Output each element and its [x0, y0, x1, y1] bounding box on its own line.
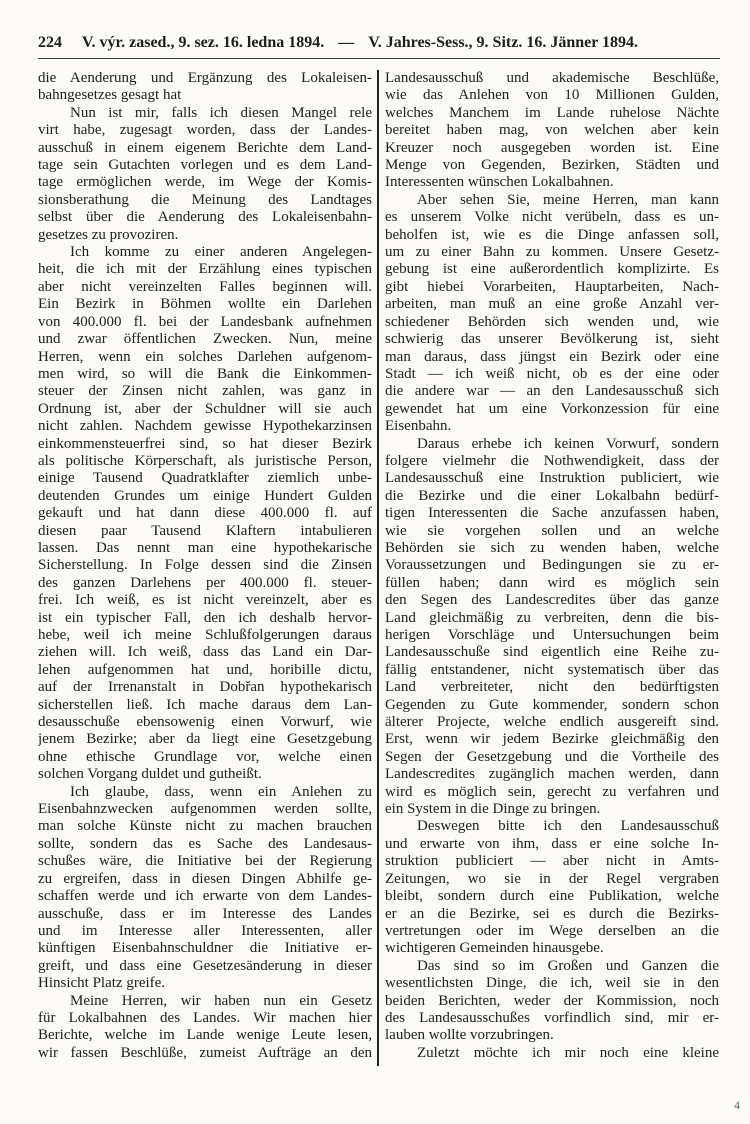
text-line: bereitet haben mag, von welchen aber kein	[385, 122, 719, 139]
paragraph	[385, 70, 719, 192]
text-line: wir fassen Beschlüße, zumeist Aufträge an den	[38, 1044, 372, 1061]
text-line: frei. Ich weiß, es ist nicht vereinzelt, aber es	[38, 592, 372, 609]
paragraph	[385, 1045, 719, 1062]
text-line: die Bezirke und die einer Lokalbahn bedürf-	[385, 487, 719, 504]
text-line: Segen der Gesetzgebung und die Vortheile des	[385, 748, 719, 765]
text-line: deutenden Grundes um einige Hundert Gulden	[38, 487, 372, 504]
text-line: desausschuße ebensowenig einen Vorwurf, wie	[38, 714, 372, 731]
text-line: sollte, sondern das es Sache des Landesaus-	[38, 835, 372, 852]
left-column	[38, 70, 372, 1062]
text-line: Eisenbahn.	[385, 418, 452, 435]
text-line: Aber sehen Sie, meine Herren, man kann	[417, 191, 719, 208]
text-line: struktion publiciert — aber nicht in Amts-	[385, 853, 719, 870]
paragraph	[385, 436, 719, 819]
text-line: herigen Vorschläge und Untersuchungen beim	[385, 627, 719, 643]
text-line: älterer Projecte, welche endlich ausgereift sind.	[385, 714, 719, 731]
text-line: schußes wäre, die Initiative bei der Regierung	[38, 853, 372, 870]
text-line: Deswegen bitte ich den Landesausschuß	[417, 818, 719, 835]
text-line: es unserem Volke nicht verübeln, dass es un-	[385, 209, 719, 226]
text-line: Ich glaube, dass, wenn ein Anlehen zu	[70, 783, 372, 800]
text-line: Meine Herren, wir haben nun ein Gesetz	[70, 992, 372, 1009]
text-line: tage sein Gutachten vorlegen und es dem Land-	[38, 157, 372, 174]
text-line: gesetzes zu provoziren.	[38, 226, 179, 243]
paragraph	[38, 784, 372, 993]
text-line: tage ermöglichen werde, im Wege der Komis-	[38, 174, 372, 191]
text-line: greift, und dass eine Gesetzesänderung in dieser	[38, 957, 372, 974]
column-divider	[377, 70, 379, 1066]
header-separator: —	[338, 34, 355, 51]
paragraph	[38, 993, 372, 1063]
text-line: aber nicht vereinzelten Falles beginnen will.	[38, 278, 372, 295]
right-column	[385, 70, 719, 1062]
text-line: sicherstellen ließ. Ich mache daraus dem Lan-	[38, 696, 372, 713]
text-line: Ein Bezirk in Böhmen wollte ein Darlehen	[38, 296, 372, 313]
text-line: gekauft und hat dann diese 400.000 fl. auf	[38, 505, 372, 522]
text-line: einige Tausend Quadratklafter ziemlich unbe-	[38, 470, 372, 487]
page-number: 224	[38, 34, 62, 51]
header-czech: V. výr. zased., 9. sez. 16. ledna 1894.	[82, 34, 325, 51]
text-line: lauben wollte vorzubringen.	[385, 1027, 554, 1044]
text-line: füllen haben; dann wird es möglich sein	[385, 574, 719, 591]
text-line: die andere war — an den Landesausschuß sich	[385, 383, 719, 400]
text-line: Stadt — ich weiß nicht, ob es der eine oder	[385, 365, 719, 382]
paragraph	[385, 958, 719, 1045]
text-line: welches Manchem im Lande ruhelose Nächte	[385, 104, 719, 121]
text-line: Ordnung ist, aber der Schuldner will sie auch	[38, 400, 372, 417]
text-line: Herren, wenn ein solches Darlehen aufgenom-	[38, 348, 372, 365]
text-line: und zwar öffentlichen Zwecken. Nun, meine	[38, 331, 372, 348]
text-line: gibt hiebei Vorarbeiten, Hauptarbeiten, Nach-	[385, 278, 719, 295]
text-line: Landescredites zugänglich machen werden, dann	[385, 766, 719, 783]
paragraph	[385, 192, 719, 436]
text-line: Menge von Gegenden, Bezirken, Städten und	[385, 157, 719, 174]
text-line: bleibt, sondern durch eine Publikation, welche	[385, 888, 719, 905]
text-line: fällig entstandener, nicht systematisch über das	[385, 661, 719, 678]
text-line: schiedener Behörden sich wenden und, wie	[385, 313, 719, 330]
text-line: wird es möglich sein, gerecht zu verfahren und	[385, 783, 719, 800]
text-line: ausschuß in einem eigenem Berichte dem Land-	[38, 139, 372, 156]
text-line: nicht zahlen. Nachdem gewisse Hypothekarzinsen	[38, 418, 372, 435]
text-line: folgere vielmehr die Nothwendigkeit, dass der	[385, 452, 719, 469]
text-line: auf der Irrenanstalt in Dobřan hypothekarisch	[38, 679, 372, 696]
text-line: ist ein typischer Fall, den ich deshalb hervor-	[38, 609, 372, 626]
page-mark: 4	[734, 1098, 740, 1112]
text-line: Eisenbahnzwecken aufgenommen werden sollte,	[38, 801, 372, 818]
text-line: als politische Körperschaft, als juristische Person,	[38, 452, 372, 469]
text-line: wesentlichsten Dinge, die ich, weil sie in den	[385, 975, 719, 992]
text-line: diesen paar Tausend Klaftern intabulieren	[38, 522, 372, 539]
paragraph	[38, 105, 372, 244]
text-line: von 400.000 fl. bei der Landesbank aufnehmen	[38, 313, 372, 330]
text-line: einkommensteuerfrei sind, so hat dieser Bezirk	[38, 435, 372, 452]
text-line: Landesausschuß eine Instruktion publiciert, wie	[385, 470, 719, 487]
text-line: Kreuzer noch ausgegeben worden ist. Eine	[385, 139, 719, 156]
running-header	[38, 34, 720, 56]
text-line: Berichte, welche im Lande wenige Leute lesen,	[38, 1027, 372, 1044]
text-line: jenem Bezirke; aber da liegt eine Gesetzgebung	[38, 731, 372, 748]
text-line: men wird, so will die Bank die Einkommen-	[38, 365, 372, 382]
text-line: Erst, wenn wir jedem Bezirke gleichmäßig den	[385, 731, 719, 748]
text-line: Ich komme zu einer anderen Angelegen-	[70, 244, 372, 261]
text-line: vertretungen oder im Wege derselben an die	[385, 922, 719, 939]
text-line: schaffen werde und ich erwarte von dem Landes-	[38, 888, 372, 905]
text-line: lassen. Das nennt man eine hypothekarische	[38, 539, 372, 556]
text-line: heit, die ich mit der Erzählung eines typischen	[38, 261, 372, 278]
text-line: ausschuße, dass er im Interesse des Landes	[38, 905, 372, 922]
text-line: gewendet hat um eine Vorkonzession für eine	[385, 400, 719, 417]
text-line: und erwarte von ihm, dass er eine solche In-	[385, 835, 719, 852]
text-line: Zeitungen, wo sie in der Regel vergraben	[385, 870, 719, 887]
text-line: arbeiten, man muß an eine große Anzahl ver-	[385, 296, 719, 313]
text-line: virt habe, zugesagt worden, dass der Landes-	[38, 122, 372, 139]
text-line: Hinsicht Platz greife.	[38, 975, 166, 992]
text-line: Land verbreiteter, nicht den bedürftigsten	[385, 679, 719, 696]
text-line: künftigen Eisenbahnschuldner die Initiative er-	[38, 940, 372, 957]
text-line: Gegenden zu Gute kommender, sondern schon	[385, 696, 719, 713]
text-line: schwierig das unserer Bevölkerung ist, sieht	[385, 331, 719, 348]
text-line: Land gleichmäßig zu verbreiten, denn die bis-	[385, 609, 719, 626]
text-line: Landesausschuße sind eigentlich eine Reihe zu-	[385, 644, 719, 661]
text-line: Sicherstellung. In Folge dessen sind die Zinsen	[38, 557, 372, 574]
text-line: tigen Interessenten die Sache anzufassen haben,	[385, 505, 719, 522]
text-line: bahngesetzes gesagt hat	[38, 87, 182, 104]
text-line: wie sie vorgehen sollen und an welche	[385, 522, 719, 539]
text-line: für Lokalbahnen des Landes. Wir machen hier	[38, 1009, 372, 1026]
text-line: Das sind so im Großen und Ganzen die	[417, 957, 719, 974]
paragraph	[38, 244, 372, 784]
text-line: Behörden sie sich zu wenden haben, welche	[385, 539, 719, 556]
text-line: man daraus, dass jüngst ein Bezirk oder eine	[385, 348, 719, 365]
text-line: Voraussetzungen und Bedingungen sie zu er-	[385, 557, 719, 574]
text-line: lehen aufgenommen hat und, horibille dictu,	[38, 661, 372, 678]
text-line: den Segen des Landescredites über das ganze	[385, 592, 719, 609]
paragraph	[38, 70, 372, 105]
text-line: hebe, weil ich meine Schlußfolgerungen daraus	[38, 627, 372, 643]
text-line: Landesausschuß und akademische Beschlüße,	[385, 70, 719, 86]
text-line: Nun ist mir, falls ich diesen Mangel rele	[70, 104, 372, 121]
text-line: wichtigeren Gemeinden hinausgebe.	[385, 940, 604, 957]
text-line: Zuletzt möchte ich mir noch eine kleine	[417, 1044, 719, 1061]
text-line: gebung ist eine außerordentlich komplizirte. Es	[385, 261, 719, 278]
text-line: sionsberathung die Meinung des Landtages	[38, 191, 372, 208]
text-line: ohne ethische Grundlage vor, welche einen	[38, 748, 372, 765]
text-line: wie das Anlehen von 10 Millionen Gulden,	[385, 87, 719, 104]
text-line: solchen Vorgang duldet und gutheißt.	[38, 766, 262, 783]
text-line: des Landesausschußes vorfindlich sind, mir er-	[385, 1009, 719, 1026]
text-line: die Aenderung und Ergänzung des Lokaleisen-	[38, 70, 372, 86]
text-line: des ganzen Darlehens per 400.000 fl. steuer-	[38, 574, 372, 591]
text-line: beholfen ist, wie es die Dinge anfassen soll,	[385, 226, 719, 243]
text-line: ziehen will. Ich weiß, dass das Land ein Dar-	[38, 644, 372, 661]
text-line: beiden Berichten, weder der Kommission, noch	[385, 992, 719, 1009]
header-german: V. Jahres-Sess., 9. Sitz. 16. Jänner 1894.	[368, 34, 639, 51]
text-line: selbst über die Aenderung des Lokaleisenbahn-	[38, 209, 372, 226]
text-line: er an die Bezirke, sei es durch die Bezirks-	[385, 905, 719, 922]
text-line: ein System in die Dinge zu bringen.	[385, 801, 601, 818]
text-line: man solche Künste nicht zu machen brauchen	[38, 818, 372, 835]
paragraph	[385, 818, 719, 957]
header-rule	[38, 58, 720, 59]
text-line: zu ergreifen, dass in diesen Dingen Abhilfe ge-	[38, 870, 372, 887]
text-line: und im Interesse aller Interessenten, aller	[38, 922, 372, 939]
text-line: um zu einer Bahn zu kommen. Unsere Gesetz-	[385, 244, 719, 261]
text-line: steuer der Zinsen nicht zahlen, was ganz in	[38, 383, 372, 400]
text-line: Interessenten wünschen Lokalbahnen.	[385, 174, 614, 191]
text-line: Daraus erhebe ich keinen Vorwurf, sondern	[417, 435, 719, 452]
